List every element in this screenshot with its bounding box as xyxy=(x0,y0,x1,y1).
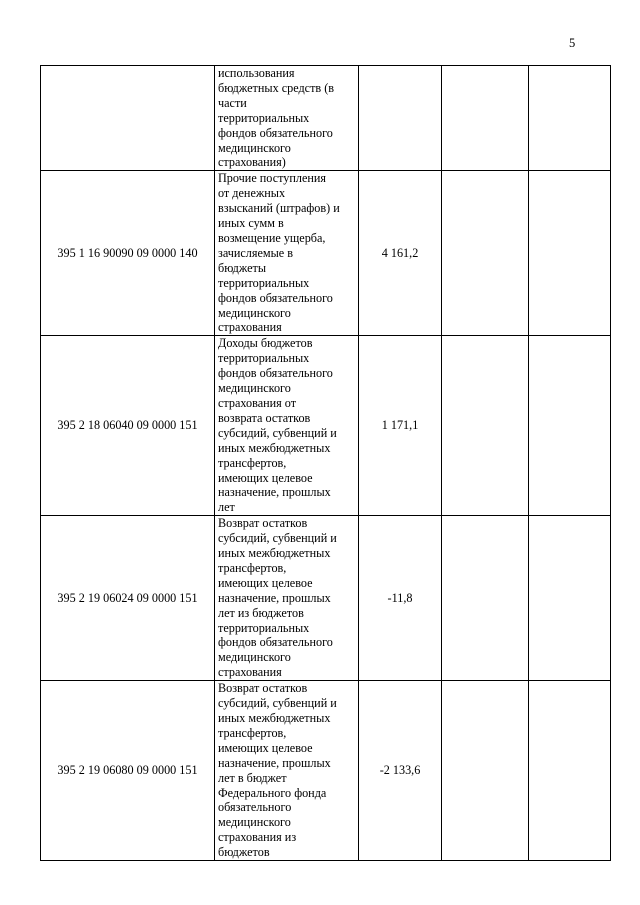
revenue-name-line: возмещение ущерба, xyxy=(218,230,326,245)
revenue-name-line: назначение, прошлых xyxy=(218,755,331,770)
revenue-name-line: Прочие поступления xyxy=(218,171,327,186)
revenue-name-line: фондов обязательного xyxy=(218,635,333,650)
revenue-name-line: бюджетных средств (в xyxy=(218,80,335,95)
revenue-name-line: медицинского xyxy=(218,815,291,830)
empty-cell xyxy=(529,516,611,681)
revenue-name-cell xyxy=(215,171,359,336)
revenue-code-cell: 395 2 19 06080 09 0000 151 xyxy=(41,681,215,861)
revenue-name-line: имеющих целевое xyxy=(218,575,313,590)
revenue-name-line: Возврат остатков xyxy=(218,681,308,696)
empty-cell xyxy=(529,66,611,171)
revenue-name-line: возврата остатков xyxy=(218,410,311,425)
table-row xyxy=(41,336,611,516)
revenue-name-line: территориальных xyxy=(218,620,310,635)
revenue-name-line: иных межбюджетных xyxy=(218,440,331,455)
revenue-name-cell xyxy=(215,516,359,681)
revenue-code-cell: 395 2 19 06024 09 0000 151 xyxy=(41,516,215,681)
amount-cell: 1 171,1 xyxy=(359,336,442,516)
revenue-name-line: субсидий, субвенций и xyxy=(218,696,337,711)
revenue-name-line: Федерального фонда xyxy=(218,785,327,800)
revenue-name-line: части xyxy=(218,95,247,110)
revenue-name-line: территориальных xyxy=(218,110,310,125)
table-row xyxy=(41,516,611,681)
revenue-name-line: фондов обязательного xyxy=(218,125,333,140)
revenue-name-line: фондов обязательного xyxy=(218,366,333,381)
revenue-name-cell xyxy=(215,681,359,861)
revenue-name-line: медицинского xyxy=(218,650,291,665)
revenue-name-line: назначение, прошлых xyxy=(218,485,331,500)
revenue-code-cell: 395 2 18 06040 09 0000 151 xyxy=(41,336,215,516)
revenue-code-cell xyxy=(41,66,215,171)
revenue-name-line: лет из бюджетов xyxy=(218,605,304,620)
revenue-name-line: лет в бюджет xyxy=(218,770,287,785)
revenue-name-line: страхования xyxy=(218,665,282,680)
empty-cell xyxy=(442,516,529,681)
revenue-name-line: территориальных xyxy=(218,351,310,366)
amount-cell xyxy=(359,66,442,171)
revenue-name-line: субсидий, субвенций и xyxy=(218,531,337,546)
revenue-name-line: Возврат остатков xyxy=(218,516,308,531)
amount-cell: -11,8 xyxy=(359,516,442,681)
revenue-name-line: территориальных xyxy=(218,275,310,290)
revenue-name-line: субсидий, субвенций и xyxy=(218,425,337,440)
amount-cell: 4 161,2 xyxy=(359,171,442,336)
revenue-name-line: зачисляемые в xyxy=(218,245,294,260)
revenue-name-line: фондов обязательного xyxy=(218,290,333,305)
revenue-name-line: взысканий (штрафов) и xyxy=(218,201,340,216)
revenue-name-line: медицинского xyxy=(218,140,291,155)
table-row xyxy=(41,171,611,336)
revenue-name-line: страхования от xyxy=(218,395,297,410)
revenue-code-cell: 395 1 16 90090 09 0000 140 xyxy=(41,171,215,336)
revenue-name-line: использования xyxy=(218,66,295,80)
empty-cell xyxy=(529,336,611,516)
revenue-name-line: страхования xyxy=(218,320,282,335)
empty-cell xyxy=(529,681,611,861)
revenue-name-line: медицинского xyxy=(218,305,291,320)
empty-cell xyxy=(442,66,529,171)
revenue-name-cell xyxy=(215,66,359,171)
empty-cell xyxy=(442,336,529,516)
table-body xyxy=(41,66,611,861)
revenue-name-line: трансфертов, xyxy=(218,725,287,740)
page-number: 5 xyxy=(569,36,576,50)
revenue-name-line: лет xyxy=(218,500,235,515)
revenue-name-line: страхования) xyxy=(218,155,286,170)
revenue-name-line: Доходы бюджетов xyxy=(218,336,313,351)
empty-cell xyxy=(442,171,529,336)
revenue-name-line: иных межбюджетных xyxy=(218,711,331,725)
revenue-name-line: иных сумм в xyxy=(218,216,284,231)
revenue-name-line: страхования из xyxy=(218,830,297,845)
revenue-name-line: имеющих целевое xyxy=(218,470,313,485)
revenue-name-line: от денежных xyxy=(218,186,286,201)
revenue-name-line: обязательного xyxy=(218,800,292,815)
table-row xyxy=(41,681,611,861)
amount-cell: -2 133,6 xyxy=(359,681,442,861)
empty-cell xyxy=(529,171,611,336)
revenue-name-line: бюджетов xyxy=(218,845,270,860)
revenue-name-line: трансфертов, xyxy=(218,455,287,470)
revenue-name-line: назначение, прошлых xyxy=(218,590,331,605)
revenue-name-line: бюджеты xyxy=(218,260,267,275)
revenue-name-cell xyxy=(215,336,359,516)
budget-revenue-table xyxy=(40,65,611,861)
revenue-name-line: имеющих целевое xyxy=(218,740,313,755)
revenue-name-line: иных межбюджетных xyxy=(218,546,331,561)
revenue-name-line: трансфертов, xyxy=(218,560,287,575)
table-row xyxy=(41,66,611,171)
revenue-name-line: медицинского xyxy=(218,381,291,396)
empty-cell xyxy=(442,681,529,861)
